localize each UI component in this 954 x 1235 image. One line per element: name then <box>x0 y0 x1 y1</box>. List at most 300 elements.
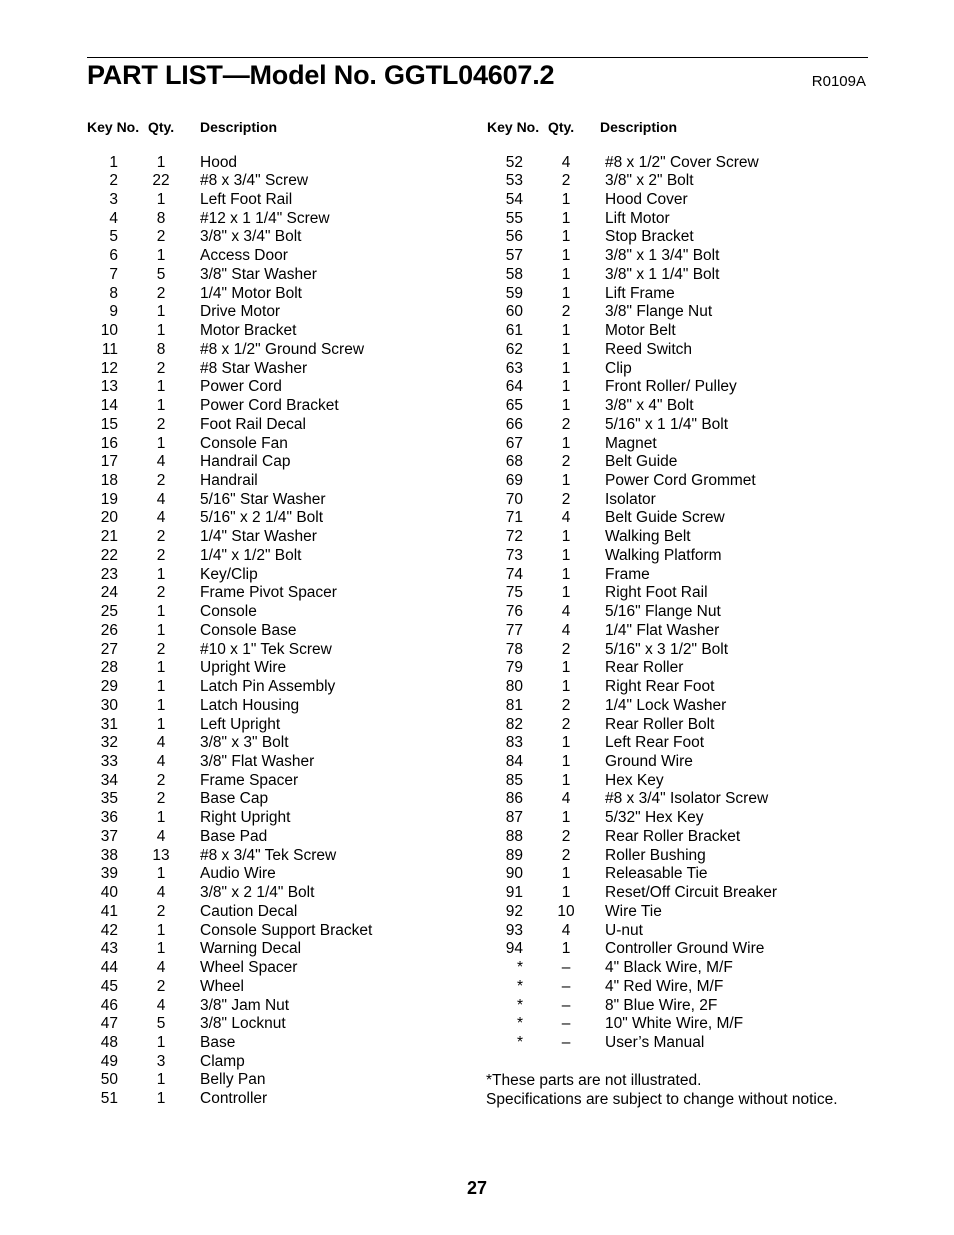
part-quantity: 2 <box>561 696 571 714</box>
part-key-number: 36 <box>100 809 118 827</box>
part-key-number: 27 <box>100 640 118 658</box>
part-key-number: 35 <box>100 790 118 808</box>
part-quantity: 2 <box>156 584 166 602</box>
part-description: Power Cord <box>200 378 282 396</box>
part-key-number: 34 <box>100 771 118 789</box>
part-description: #12 x 1 1/4" Screw <box>200 209 330 227</box>
part-key-number: 24 <box>100 584 118 602</box>
part-quantity: 1 <box>156 940 166 958</box>
part-key-number: 19 <box>100 490 118 508</box>
part-description: 4" Red Wire, M/F <box>605 977 724 995</box>
part-quantity: 1 <box>156 397 166 415</box>
part-key-number: 77 <box>505 621 523 639</box>
part-key-number: 6 <box>109 247 118 265</box>
part-quantity: 1 <box>561 265 571 283</box>
part-description: Console <box>200 603 257 621</box>
part-description: 5/32" Hex Key <box>605 809 704 827</box>
part-quantity: 1 <box>561 528 571 546</box>
part-description: User’s Manual <box>605 1034 705 1052</box>
part-description: Front Roller/ Pulley <box>605 378 737 396</box>
part-quantity: 4 <box>561 509 571 527</box>
left-header-qty: Qty. <box>148 119 175 135</box>
part-key-number: 25 <box>100 603 118 621</box>
part-description: Clamp <box>200 1052 245 1070</box>
part-quantity: 1 <box>156 865 166 883</box>
part-key-number: 17 <box>100 453 118 471</box>
part-quantity: 4 <box>156 996 166 1014</box>
part-key-number: 7 <box>109 265 118 283</box>
part-key-number: 23 <box>100 565 118 583</box>
part-description: Belt Guide Screw <box>605 509 725 527</box>
right-header-qty: Qty. <box>548 119 575 135</box>
part-key-number: 81 <box>505 696 523 714</box>
right-header-key: Key No. <box>487 119 540 135</box>
part-quantity: 1 <box>156 190 166 208</box>
part-description: Lift Frame <box>605 284 675 302</box>
part-description: Hood <box>200 153 238 171</box>
part-quantity: 4 <box>561 621 571 639</box>
part-description: U-nut <box>605 921 643 939</box>
part-quantity: 2 <box>561 172 571 190</box>
part-description: Base Pad <box>200 827 268 845</box>
part-key-number: 90 <box>505 865 523 883</box>
part-key-number: 71 <box>505 509 523 527</box>
part-key-number: 21 <box>100 528 118 546</box>
part-key-number: 53 <box>505 172 523 190</box>
part-description: Motor Bracket <box>200 322 297 340</box>
part-quantity: 1 <box>561 678 571 696</box>
part-quantity: 1 <box>156 678 166 696</box>
part-quantity: 5 <box>156 1015 166 1033</box>
part-quantity: 1 <box>156 621 166 639</box>
part-description: Latch Housing <box>200 696 300 714</box>
part-description: Right Foot Rail <box>605 584 708 602</box>
part-description: #8 x 3/4" Isolator Screw <box>605 790 769 808</box>
part-description: Wheel Spacer <box>200 959 298 977</box>
part-description: Stop Bracket <box>605 228 694 246</box>
part-key-number: 4 <box>109 209 118 227</box>
part-description: 3/8" x 4" Bolt <box>605 397 694 415</box>
part-quantity: 4 <box>561 603 571 621</box>
part-key-number: 69 <box>505 471 523 489</box>
part-quantity: 1 <box>561 359 571 377</box>
part-quantity: – <box>561 959 571 977</box>
part-description: Roller Bushing <box>605 846 706 864</box>
part-quantity: 1 <box>561 546 571 564</box>
part-description: Access Door <box>200 247 288 265</box>
part-description: Power Cord Grommet <box>605 471 756 489</box>
part-description: 3/8" x 2 1/4" Bolt <box>200 884 315 902</box>
part-description: 1/4" Star Washer <box>200 528 317 546</box>
part-key-number: 9 <box>109 303 118 321</box>
part-quantity: 1 <box>156 1034 166 1052</box>
part-key-number: 5 <box>109 228 118 246</box>
part-description: #10 x 1" Tek Screw <box>200 640 332 658</box>
part-key-number: 51 <box>100 1090 118 1108</box>
part-description: 4" Black Wire, M/F <box>605 959 733 977</box>
part-key-number: 43 <box>100 940 118 958</box>
part-description: Latch Pin Assembly <box>200 678 336 696</box>
part-key-number: 16 <box>100 434 118 452</box>
part-description: Motor Belt <box>605 322 676 340</box>
left-header-description: Description <box>200 119 278 135</box>
part-quantity: 2 <box>156 771 166 789</box>
footnote-specifications: Specifications are subject to change without notice. <box>486 1091 838 1108</box>
part-description: Controller <box>200 1090 268 1108</box>
part-description: 3/8" x 1 1/4" Bolt <box>605 265 720 283</box>
part-description: 3/8" x 1 3/4" Bolt <box>605 247 720 265</box>
top-rule <box>87 57 868 58</box>
part-quantity: 1 <box>156 153 166 171</box>
part-description: Walking Belt <box>605 528 691 546</box>
part-quantity: 1 <box>156 603 166 621</box>
part-description: Console Support Bracket <box>200 921 373 939</box>
part-quantity: 2 <box>561 715 571 733</box>
part-quantity: 1 <box>561 940 571 958</box>
part-description: Belt Guide <box>605 453 678 471</box>
part-key-number: 37 <box>100 827 118 845</box>
part-key-number: 29 <box>100 678 118 696</box>
part-description: Clip <box>605 359 632 377</box>
part-key-number: 39 <box>100 865 118 883</box>
part-quantity: 1 <box>561 809 571 827</box>
part-quantity: 1 <box>156 378 166 396</box>
part-quantity: 1 <box>561 228 571 246</box>
part-description: Hex Key <box>605 771 664 789</box>
part-description: 5/16" x 1 1/4" Bolt <box>605 415 729 433</box>
part-quantity: 1 <box>561 771 571 789</box>
part-description: Belly Pan <box>200 1071 266 1089</box>
part-key-number: * <box>516 959 523 977</box>
part-description: Upright Wire <box>200 659 287 677</box>
part-quantity: 2 <box>156 415 166 433</box>
part-quantity: 2 <box>156 902 166 920</box>
part-key-number: 83 <box>505 734 523 752</box>
part-key-number: 54 <box>505 190 523 208</box>
part-description: 1/4" Flat Washer <box>605 621 720 639</box>
part-description: Controller Ground Wire <box>605 940 765 958</box>
part-key-number: 89 <box>505 846 523 864</box>
part-quantity: 4 <box>561 921 571 939</box>
part-quantity: – <box>561 1034 571 1052</box>
part-description: Right Rear Foot <box>605 678 715 696</box>
document-code: R0109A <box>811 73 866 90</box>
part-description: Foot Rail Decal <box>200 415 306 433</box>
part-key-number: 62 <box>505 340 523 358</box>
part-description: Right Upright <box>200 809 291 827</box>
part-quantity: 2 <box>561 415 571 433</box>
part-description: 3/8" Flat Washer <box>200 753 315 770</box>
part-quantity: 1 <box>561 322 571 340</box>
part-key-number: 13 <box>100 378 118 396</box>
part-key-number: 49 <box>100 1052 118 1070</box>
part-description: 3/8" Star Washer <box>200 265 317 283</box>
part-description: Walking Platform <box>605 546 722 564</box>
part-key-number: 64 <box>505 378 523 396</box>
part-key-number: 11 <box>101 340 118 358</box>
part-quantity: 1 <box>156 247 166 265</box>
part-description: Handrail <box>200 471 258 489</box>
part-key-number: 73 <box>505 546 523 564</box>
part-key-number: 56 <box>505 228 523 246</box>
part-key-number: 3 <box>109 190 118 208</box>
part-key-number: 10 <box>100 322 118 340</box>
part-description: #8 x 3/4" Tek Screw <box>200 846 337 864</box>
page-number: 27 <box>466 1178 488 1198</box>
part-quantity: 1 <box>156 434 166 452</box>
part-key-number: * <box>516 977 523 995</box>
part-description: 3/8" x 3" Bolt <box>200 734 289 752</box>
part-description: 3/8" Flange Nut <box>605 303 713 321</box>
part-description: 3/8" x 2" Bolt <box>605 172 694 190</box>
part-quantity: 1 <box>561 190 571 208</box>
part-quantity: 1 <box>561 865 571 883</box>
part-key-number: 45 <box>100 977 118 995</box>
part-description: Releasable Tie <box>605 865 708 883</box>
part-description: Left Rear Foot <box>605 734 705 752</box>
part-quantity: 2 <box>561 453 571 471</box>
part-key-number: 30 <box>100 696 118 714</box>
part-description: Base Cap <box>200 790 269 808</box>
part-description: #8 x 1/2" Ground Screw <box>200 340 365 358</box>
part-quantity: 4 <box>156 827 166 845</box>
part-description: Caution Decal <box>200 902 298 920</box>
part-quantity: 1 <box>561 659 571 677</box>
part-key-number: 75 <box>505 584 523 602</box>
part-quantity: 2 <box>156 471 166 489</box>
part-quantity: 22 <box>152 172 170 190</box>
part-description: Wheel <box>200 977 244 995</box>
part-description: 1/4" x 1/2" Bolt <box>200 546 302 564</box>
part-key-number: * <box>516 996 523 1014</box>
part-quantity: 1 <box>156 696 166 714</box>
part-description: Reset/Off Circuit Breaker <box>605 884 777 902</box>
part-quantity: 1 <box>561 471 571 489</box>
part-description: 5/16" Flange Nut <box>605 603 721 621</box>
part-quantity: 2 <box>561 846 571 864</box>
part-description: Key/Clip <box>200 565 258 583</box>
part-key-number: 41 <box>100 902 118 920</box>
part-description: Console Base <box>200 621 297 639</box>
part-key-number: 40 <box>100 884 118 902</box>
part-quantity: 1 <box>156 921 166 939</box>
part-key-number: 46 <box>100 996 118 1014</box>
part-quantity: 2 <box>156 790 166 808</box>
part-key-number: 85 <box>505 771 523 789</box>
part-quantity: 4 <box>561 153 571 171</box>
part-key-number: 1 <box>109 153 118 171</box>
part-description: #8 Star Washer <box>200 359 308 377</box>
part-key-number: 87 <box>505 809 523 827</box>
part-quantity: 2 <box>561 827 571 845</box>
part-quantity: 4 <box>561 790 571 808</box>
part-quantity: 1 <box>561 340 571 358</box>
part-key-number: 86 <box>505 790 523 808</box>
part-key-number: 31 <box>100 715 118 733</box>
part-key-number: 78 <box>505 640 523 658</box>
part-quantity: 1 <box>561 884 571 902</box>
part-key-number: 80 <box>505 678 523 696</box>
part-quantity: 1 <box>561 284 571 302</box>
part-key-number: 70 <box>505 490 523 508</box>
part-quantity: 2 <box>561 303 571 321</box>
part-description: 1/4" Motor Bolt <box>200 284 302 302</box>
part-key-number: 57 <box>505 247 523 265</box>
part-quantity: 4 <box>156 753 166 770</box>
part-key-number: 47 <box>100 1015 118 1033</box>
part-key-number: 55 <box>505 209 523 227</box>
part-key-number: 94 <box>505 940 523 958</box>
part-key-number: 91 <box>505 884 523 902</box>
part-quantity: – <box>561 996 571 1014</box>
part-description: Warning Decal <box>200 940 302 958</box>
part-key-number: 84 <box>505 753 523 770</box>
part-quantity: 8 <box>156 340 166 358</box>
part-key-number: 72 <box>505 528 523 546</box>
part-key-number: 74 <box>505 565 523 583</box>
part-description: Rear Roller Bolt <box>605 715 715 733</box>
part-key-number: 50 <box>100 1071 118 1089</box>
part-quantity: 5 <box>156 265 166 283</box>
part-key-number: 48 <box>100 1034 118 1052</box>
part-quantity: 1 <box>156 1090 166 1108</box>
part-description: Lift Motor <box>605 209 670 227</box>
page-title: PART LIST—Model No. GGTL04607.2 <box>87 60 555 90</box>
part-description: Base <box>200 1034 236 1052</box>
part-quantity: 3 <box>156 1052 166 1070</box>
part-quantity: 1 <box>156 715 166 733</box>
part-quantity: 4 <box>156 509 166 527</box>
part-quantity: 4 <box>156 884 166 902</box>
part-description: Frame Pivot Spacer <box>200 584 337 602</box>
part-description: Reed Switch <box>605 340 693 358</box>
part-key-number: 67 <box>505 434 523 452</box>
part-key-number: 76 <box>505 603 523 621</box>
part-quantity: 1 <box>561 434 571 452</box>
part-quantity: – <box>561 977 571 995</box>
part-key-number: 33 <box>100 753 118 770</box>
part-description: 3/8" Jam Nut <box>200 996 290 1014</box>
part-key-number: 44 <box>100 959 118 977</box>
part-key-number: 22 <box>100 546 118 564</box>
part-description: Frame <box>605 565 650 583</box>
part-quantity: 2 <box>561 640 571 658</box>
part-key-number: 15 <box>100 415 118 433</box>
part-quantity: 1 <box>561 247 571 265</box>
part-description: #8 x 1/2" Cover Screw <box>605 153 759 171</box>
part-description: Handrail Cap <box>200 453 291 471</box>
part-description: 10" White Wire, M/F <box>605 1015 744 1033</box>
part-quantity: 2 <box>156 640 166 658</box>
part-key-number: 20 <box>100 509 118 527</box>
part-quantity: 2 <box>561 490 571 508</box>
part-description: 1/4" Lock Washer <box>605 696 727 714</box>
part-key-number: * <box>516 1034 523 1052</box>
part-key-number: 93 <box>505 921 523 939</box>
part-key-number: 32 <box>100 734 118 752</box>
footnote-not-illustrated: *These parts are not illustrated. <box>486 1072 702 1089</box>
part-quantity: 1 <box>156 1071 166 1089</box>
part-quantity: 2 <box>156 546 166 564</box>
part-description: Isolator <box>605 490 656 508</box>
part-description: Drive Motor <box>200 303 281 321</box>
left-header-key: Key No. <box>87 119 140 135</box>
part-key-number: 82 <box>505 715 523 733</box>
part-key-number: 28 <box>100 659 118 677</box>
part-quantity: 4 <box>156 734 166 752</box>
part-description: Magnet <box>605 434 657 452</box>
part-key-number: 38 <box>100 846 118 864</box>
part-quantity: 13 <box>152 846 170 864</box>
part-quantity: 1 <box>561 397 571 415</box>
part-quantity: 2 <box>156 528 166 546</box>
part-key-number: 61 <box>505 322 523 340</box>
part-description: Frame Spacer <box>200 771 299 789</box>
part-description: 5/16" Star Washer <box>200 490 326 508</box>
part-key-number: 12 <box>100 359 118 377</box>
part-key-number: 42 <box>100 921 118 939</box>
part-quantity: 1 <box>561 565 571 583</box>
part-key-number: 60 <box>505 303 523 321</box>
part-key-number: 79 <box>505 659 523 677</box>
part-key-number: 18 <box>100 471 118 489</box>
part-key-number: 2 <box>109 172 118 190</box>
part-quantity: 2 <box>156 228 166 246</box>
part-key-number: 68 <box>505 453 523 471</box>
part-quantity: 2 <box>156 359 166 377</box>
part-description: Rear Roller Bracket <box>605 827 741 845</box>
part-key-number: 63 <box>505 359 523 377</box>
part-quantity: 2 <box>156 284 166 302</box>
part-key-number: 59 <box>505 284 523 302</box>
part-key-number: 52 <box>505 153 523 171</box>
part-quantity: 1 <box>561 734 571 752</box>
part-quantity: 1 <box>156 322 166 340</box>
part-description: Ground Wire <box>605 753 693 770</box>
part-description: #8 x 3/4" Screw <box>200 172 309 190</box>
part-quantity: – <box>561 1015 571 1033</box>
part-quantity: 1 <box>561 378 571 396</box>
part-key-number: 88 <box>505 827 523 845</box>
part-description: Console Fan <box>200 434 288 452</box>
part-quantity: 1 <box>156 659 166 677</box>
part-key-number: 65 <box>505 397 523 415</box>
part-description: 3/8" x 3/4" Bolt <box>200 228 302 246</box>
part-quantity: 1 <box>156 565 166 583</box>
part-key-number: 66 <box>505 415 523 433</box>
part-description: Left Foot Rail <box>200 190 293 208</box>
part-key-number: * <box>516 1015 523 1033</box>
part-quantity: 8 <box>156 209 166 227</box>
part-description: Wire Tie <box>605 902 662 920</box>
part-quantity: 4 <box>156 453 166 471</box>
part-quantity: 1 <box>156 809 166 827</box>
part-quantity: 4 <box>156 490 166 508</box>
part-quantity: 1 <box>561 209 571 227</box>
part-description: 3/8" Locknut <box>200 1015 286 1033</box>
part-description: 8" Blue Wire, 2F <box>605 996 718 1014</box>
part-description: Rear Roller <box>605 659 684 677</box>
part-description: Power Cord Bracket <box>200 397 339 415</box>
part-key-number: 26 <box>100 621 118 639</box>
part-key-number: 8 <box>109 284 118 302</box>
part-description: Left Upright <box>200 715 281 733</box>
part-quantity: 4 <box>156 959 166 977</box>
part-key-number: 14 <box>100 397 118 415</box>
part-description: Hood Cover <box>605 190 688 208</box>
part-key-number: 92 <box>505 902 523 920</box>
part-quantity: 1 <box>561 753 571 770</box>
